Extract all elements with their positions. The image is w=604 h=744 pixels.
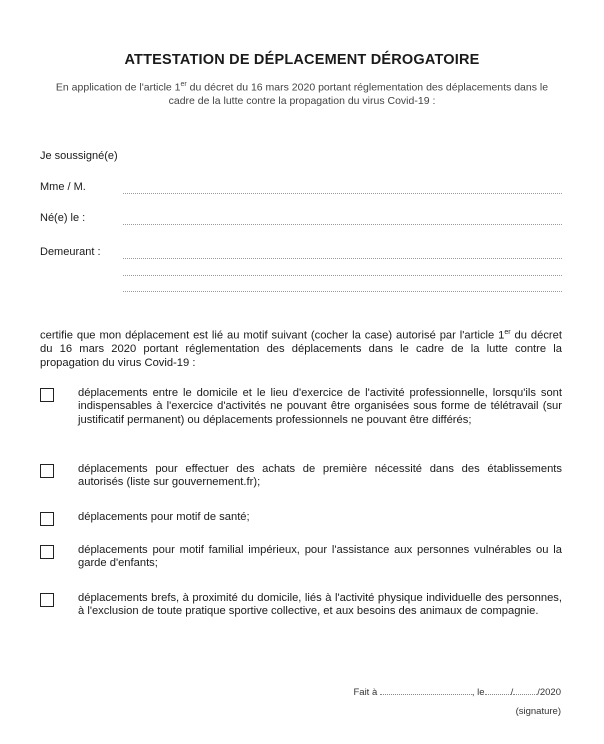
name-field[interactable] (123, 193, 562, 194)
option-text-professional: déplacements entre le domicile et le lieu d'exercice de l'activité professionnelle, lorsqu'ils sont indispensables à l'exercice d'activités ne pouvant être organisées sous forme de télétravail (sur justificatif permanent) ou déplacements professionnels ne pouvant être différés; (78, 387, 562, 426)
day-field[interactable] (485, 686, 511, 695)
checkbox-family[interactable] (40, 545, 54, 559)
option-text-health: déplacements pour motif de santé; (78, 511, 250, 523)
option-text-purchases: déplacements pour effectuer des achats de première nécessité dans des établissements autorisés (liste sur gouvernement.fr); (78, 463, 562, 489)
certify-text-pre: certifie que mon déplacement est lié au motif suivant (cocher la case) autorisé par l'article 1 (40, 329, 505, 342)
name-label: Mme / M. (40, 181, 86, 193)
birthdate-field[interactable] (123, 224, 562, 225)
checkbox-exercise[interactable] (40, 593, 54, 607)
date-le-label: , le (471, 687, 485, 698)
option-text-family: déplacements pour motif familial impérieux, pour l'assistance aux personnes vulnérables ou la garde d'enfants; (78, 544, 562, 570)
document-subtitle (50, 78, 554, 108)
certify-superscript: er (504, 329, 511, 336)
certify-text-post: du décret du 16 mars 2020 portant réglementation des déplacements dans le cadre de la lutte contre la propagation du virus Covid-19 : (40, 329, 562, 369)
soussigne-label: Je soussigné(e) (40, 150, 118, 162)
address-field-line-2[interactable] (123, 275, 562, 276)
month-field[interactable] (513, 686, 537, 695)
checkbox-health[interactable] (40, 512, 54, 526)
address-label: Demeurant : (40, 246, 101, 258)
address-field-line-3[interactable] (123, 291, 562, 292)
subtitle-text-pre: En application de l'article 1 (55, 81, 181, 94)
checkbox-professional[interactable] (40, 388, 54, 402)
place-date-line (353, 686, 561, 698)
date-slash: / (510, 687, 514, 698)
signature-label: (signature) (515, 706, 561, 717)
option-text-exercise: déplacements brefs, à proximité du domicile, liés à l'activité physique individuelle des personnes, à l'exclusion de toute pratique sportive collective, et aux besoins des animaux de compagnie. (78, 592, 562, 618)
document-title: ATTESTATION DE DÉPLACEMENT DÉROGATOIRE (124, 52, 480, 68)
certify-paragraph (40, 326, 562, 370)
subtitle-text-post: du décret du 16 mars 2020 portant réglementation des déplacements dans le cadre de la lutte contre la propagation du virus Covid-19 : (168, 81, 549, 107)
address-field-line-1[interactable] (123, 258, 562, 259)
fait-a-label: Fait à (353, 687, 378, 698)
birthdate-label: Né(e) le : (40, 212, 86, 224)
year-label: /2020 (537, 687, 561, 698)
checkbox-purchases[interactable] (40, 464, 54, 478)
place-field[interactable] (380, 686, 472, 695)
subtitle-superscript: er (180, 81, 187, 88)
